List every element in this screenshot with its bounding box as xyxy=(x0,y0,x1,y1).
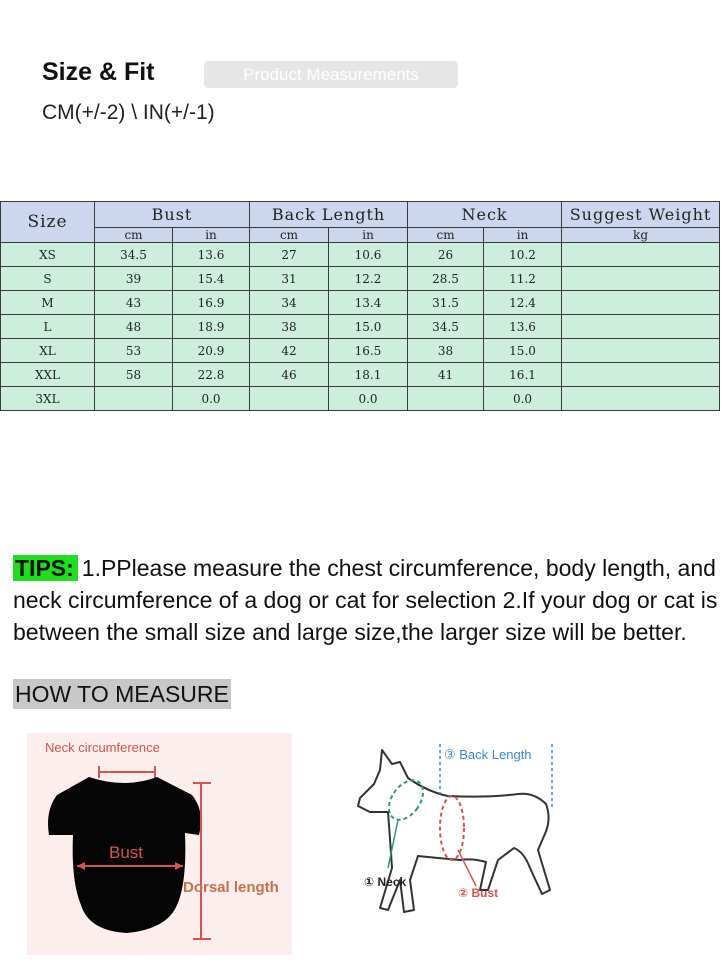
table-cell: 20.9 xyxy=(173,339,250,363)
table-cell: 39 xyxy=(95,267,173,291)
table-cell: 16.9 xyxy=(173,291,250,315)
table-row xyxy=(1,291,720,315)
size-cell: L xyxy=(1,315,95,339)
table-cell: 15.0 xyxy=(484,339,562,363)
back-length-column-header: Back Length xyxy=(250,202,408,228)
table-cell: 13.4 xyxy=(329,291,408,315)
table-cell xyxy=(562,315,720,339)
table-cell: 0.0 xyxy=(484,387,562,411)
table-cell: 43 xyxy=(95,291,173,315)
shirt-illustration xyxy=(27,733,292,955)
table-cell: 58 xyxy=(95,363,173,387)
table-cell: 38 xyxy=(250,315,329,339)
table-cell: 28.5 xyxy=(408,267,484,291)
table-cell: 53 xyxy=(95,339,173,363)
table-cell xyxy=(95,387,173,411)
table-cell: 34.5 xyxy=(95,243,173,267)
table-cell: 10.6 xyxy=(329,243,408,267)
dorsal-length-label: Dorsal length xyxy=(183,879,279,896)
table-cell: 27 xyxy=(250,243,329,267)
table-cell: 16.5 xyxy=(329,339,408,363)
table-cell: 26 xyxy=(408,243,484,267)
table-cell xyxy=(562,291,720,315)
table-cell: 0.0 xyxy=(173,387,250,411)
dog-illustration xyxy=(348,740,558,925)
table-cell: 16.1 xyxy=(484,363,562,387)
table-row xyxy=(1,243,720,267)
table-row xyxy=(1,315,720,339)
table-row xyxy=(1,387,720,411)
units-note: CM(+/-2) \ IN(+/-1) xyxy=(42,101,215,124)
how-to-measure-heading: HOW TO MEASURE xyxy=(15,681,229,707)
size-cell: XL xyxy=(1,339,95,363)
table-cell xyxy=(562,267,720,291)
table-cell: 13.6 xyxy=(173,243,250,267)
size-cell: XS xyxy=(1,243,95,267)
unit-header: cm xyxy=(95,228,173,243)
unit-header: cm xyxy=(250,228,329,243)
table-cell: 13.6 xyxy=(484,315,562,339)
size-cell: 3XL xyxy=(1,387,95,411)
table-cell: 46 xyxy=(250,363,329,387)
size-cell: XXL xyxy=(1,363,95,387)
unit-header: cm xyxy=(408,228,484,243)
table-row xyxy=(1,339,720,363)
bust-column-header: Bust xyxy=(95,202,250,228)
table-cell xyxy=(562,387,720,411)
table-cell xyxy=(408,387,484,411)
tips-text: 1.PPlease measure the chest circumference, body length, and neck circumference of a dog or cat for selection 2.If your dog or cat is between the small size and large size,the larger size will be better. xyxy=(13,555,718,645)
product-measurements-tag: Product Measurements xyxy=(204,61,458,88)
dog-bust-label: ② Bust xyxy=(458,886,499,900)
dog-diagram xyxy=(348,740,558,925)
unit-header: in xyxy=(484,228,562,243)
neck-label: ① Neck xyxy=(364,875,407,889)
table-cell: 18.1 xyxy=(329,363,408,387)
unit-header: in xyxy=(173,228,250,243)
table-row xyxy=(1,267,720,291)
table-cell: 31.5 xyxy=(408,291,484,315)
table-cell: 34 xyxy=(250,291,329,315)
tips-label: TIPS: xyxy=(13,555,78,581)
table-cell: 11.2 xyxy=(484,267,562,291)
table-cell: 48 xyxy=(95,315,173,339)
size-cell: S xyxy=(1,267,95,291)
table-cell: 15.0 xyxy=(329,315,408,339)
table-cell: 22.8 xyxy=(173,363,250,387)
table-cell: 34.5 xyxy=(408,315,484,339)
back-length-label: ③ Back Length xyxy=(444,747,532,762)
table-cell xyxy=(250,387,329,411)
unit-header: kg xyxy=(562,228,720,243)
table-cell: 42 xyxy=(250,339,329,363)
table-cell: 18.9 xyxy=(173,315,250,339)
table-cell: 15.4 xyxy=(173,267,250,291)
table-cell: 31 xyxy=(250,267,329,291)
size-chart-table xyxy=(0,201,720,411)
unit-header: in xyxy=(329,228,408,243)
size-column-header: Size xyxy=(1,202,95,243)
table-cell: 41 xyxy=(408,363,484,387)
shirt-diagram xyxy=(27,733,292,955)
table-cell xyxy=(562,363,720,387)
table-cell xyxy=(562,339,720,363)
size-cell: M xyxy=(1,291,95,315)
table-cell: 0.0 xyxy=(329,387,408,411)
neck-column-header: Neck xyxy=(408,202,562,228)
table-row xyxy=(1,363,720,387)
table-cell: 10.2 xyxy=(484,243,562,267)
bust-label: Bust xyxy=(109,843,144,862)
size-fit-title: Size & Fit xyxy=(42,58,155,86)
tips-paragraph xyxy=(13,552,718,648)
table-cell: 38 xyxy=(408,339,484,363)
suggest-weight-column-header: Suggest Weight xyxy=(562,202,720,228)
table-cell xyxy=(562,243,720,267)
table-cell: 12.2 xyxy=(329,267,408,291)
table-cell: 12.4 xyxy=(484,291,562,315)
neck-circumference-label: Neck circumference xyxy=(45,740,160,755)
